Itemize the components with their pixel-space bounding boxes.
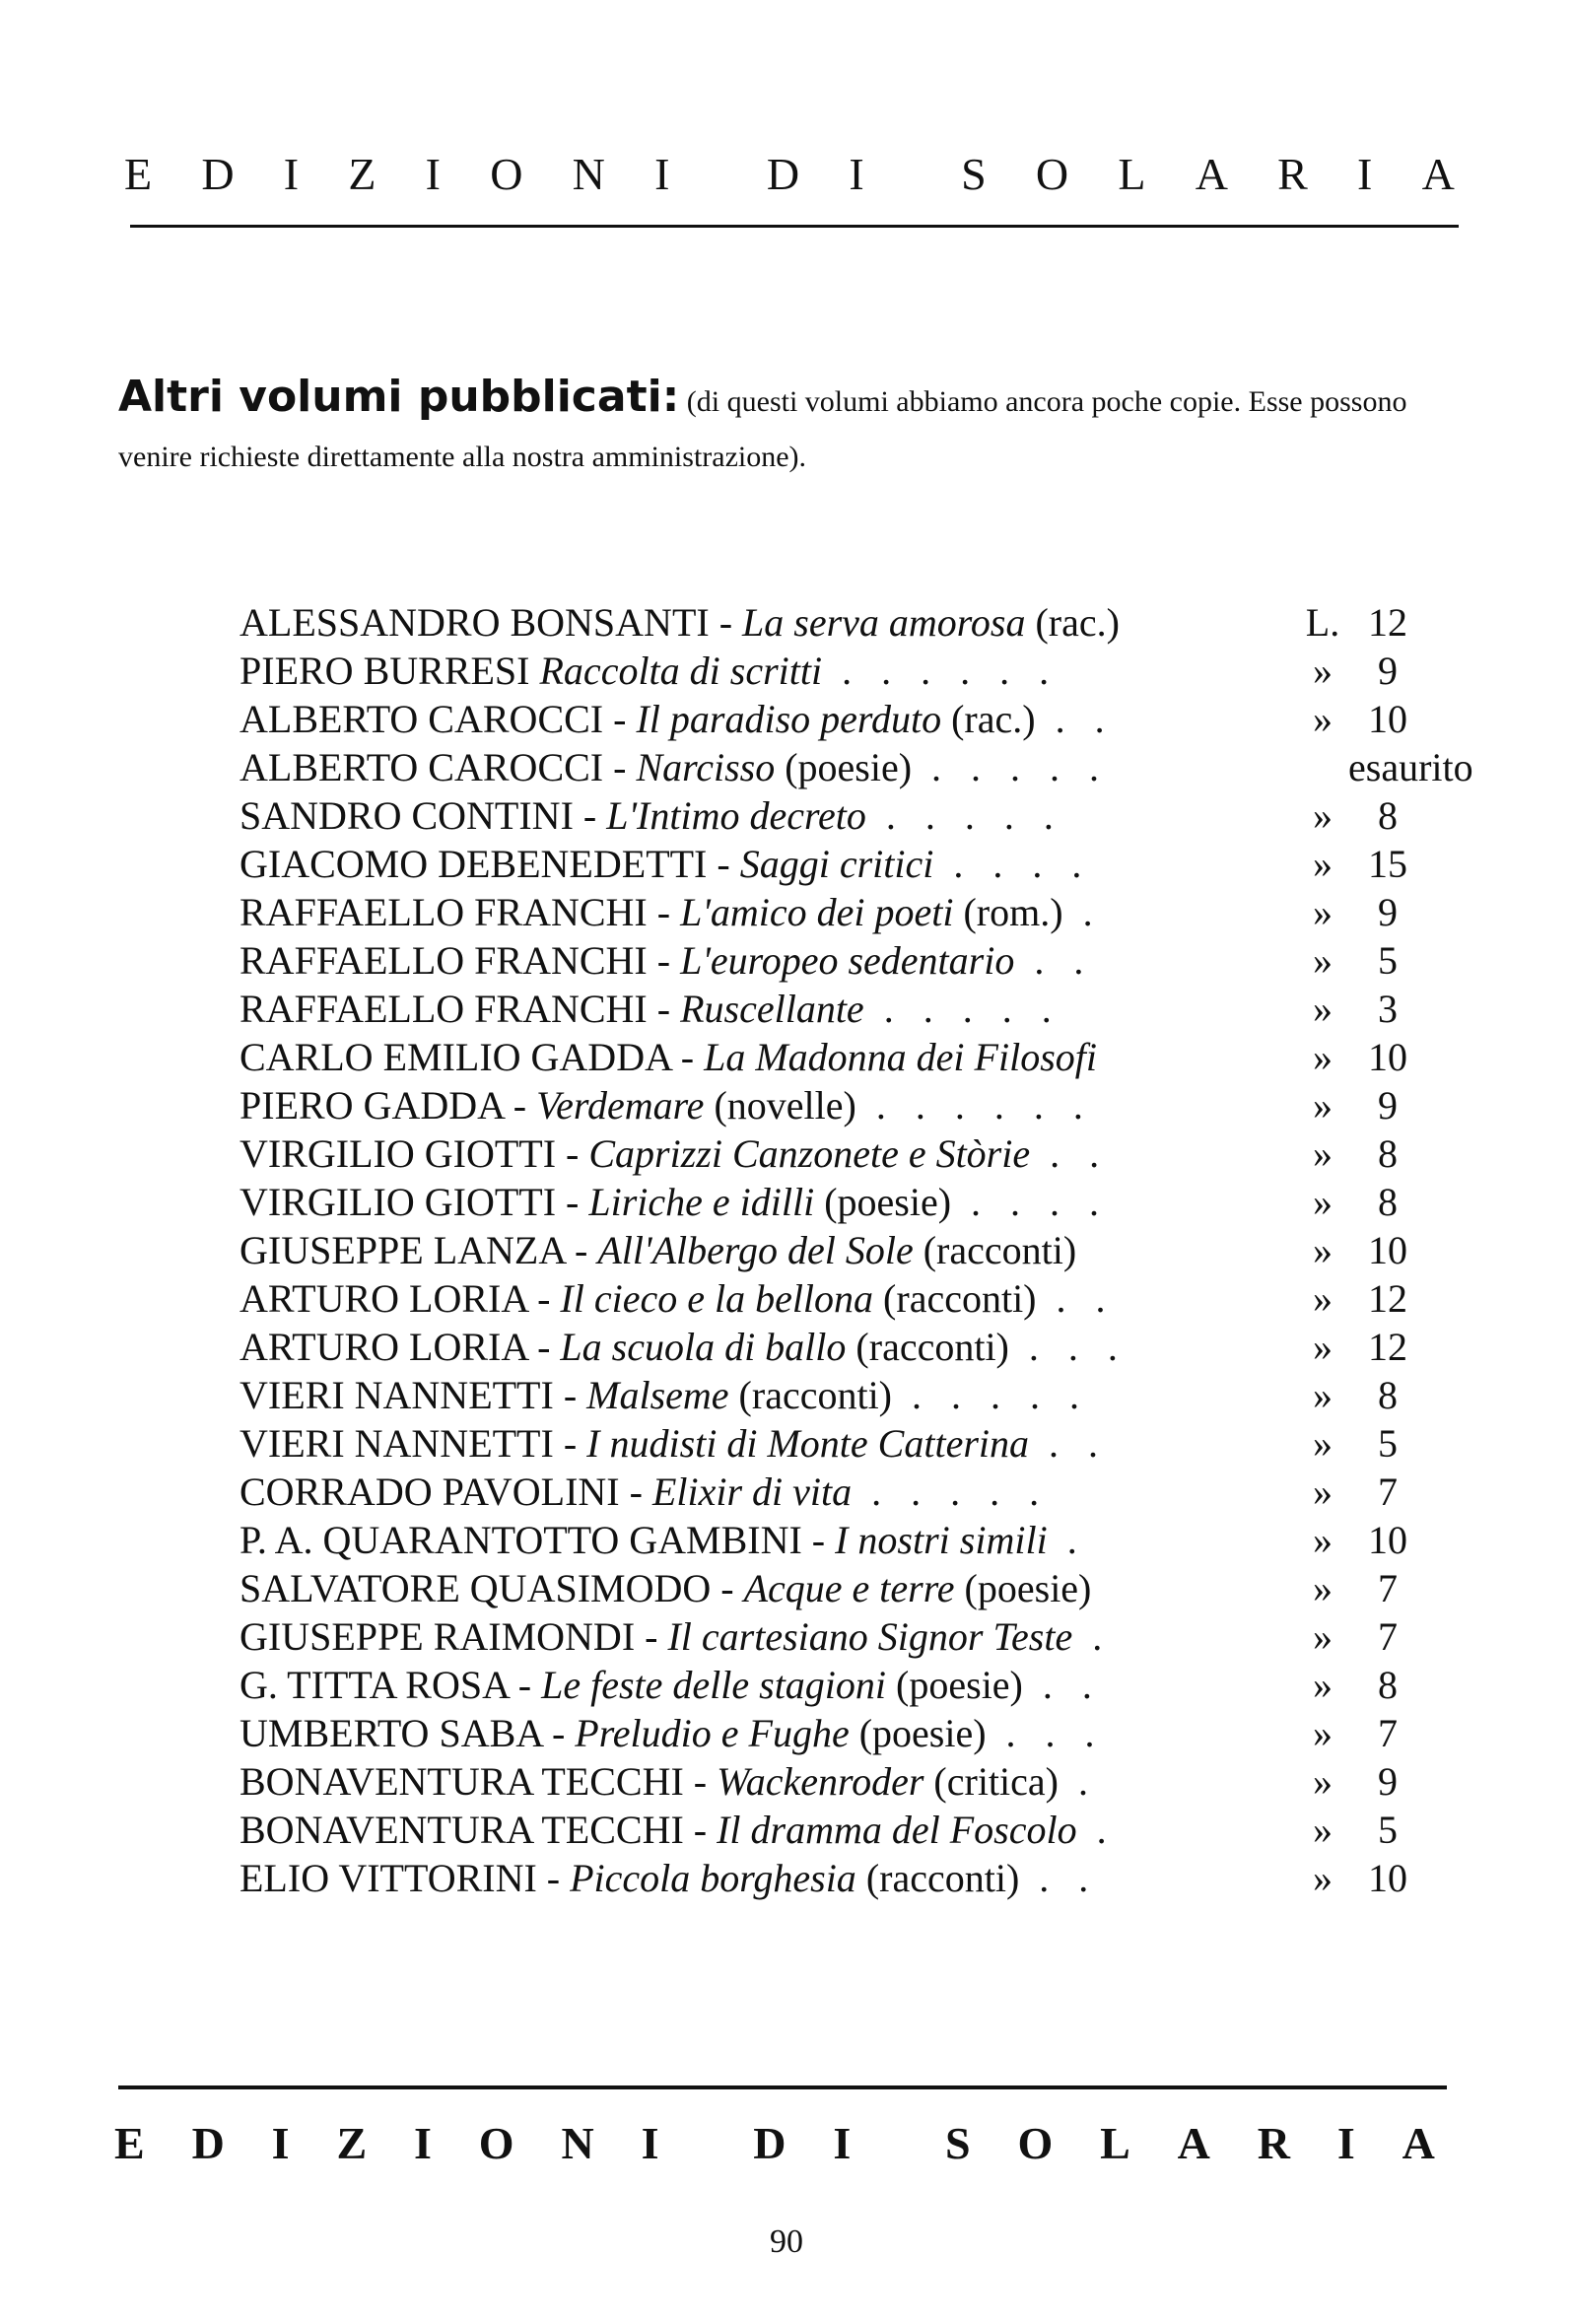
book-title: I nudisti di Monte Catterina — [586, 1421, 1030, 1466]
footer-letter: I — [641, 2118, 659, 2168]
entry-description — [239, 1420, 1297, 1467]
book-title: La scuola di ballo — [560, 1325, 847, 1369]
header-letter: D — [201, 149, 237, 199]
leader-dots: . — [1062, 890, 1103, 934]
author-name: SALVATORE QUASIMODO — [239, 1566, 712, 1610]
entry-description — [239, 648, 1297, 694]
catalog-entry — [239, 1130, 1427, 1179]
catalog-entry — [239, 1324, 1427, 1372]
catalog-entry — [239, 792, 1427, 841]
author-name: RAFFAELLO FRANCHI — [239, 938, 648, 983]
ditto-mark: » — [1313, 1759, 1333, 1804]
footer-letter: I — [1336, 2118, 1355, 2168]
book-title: Le feste delle stagioni — [541, 1663, 887, 1707]
ditto-mark: » — [1313, 1276, 1333, 1321]
price: 8 — [1378, 1131, 1398, 1176]
ditto-mark: » — [1313, 1614, 1333, 1659]
catalog-entry — [239, 1275, 1427, 1324]
footer-letter: N — [561, 2118, 594, 2168]
ditto-mark: » — [1313, 1228, 1333, 1272]
footer-letter: I — [833, 2118, 852, 2168]
book-note: (poesie) — [954, 1566, 1092, 1610]
entry-description — [239, 792, 1297, 839]
footer-letter: L — [1100, 2118, 1130, 2168]
catalog-entry — [239, 889, 1427, 937]
book-note: (racconti) — [855, 1856, 1020, 1900]
separator: - — [683, 1759, 718, 1804]
catalog-entry — [239, 1565, 1427, 1613]
intro-text: (di questi volumi abbiamo ancora poche copie. Esse possono venire richieste direttamente alla nostra amministrazione). — [118, 385, 1407, 473]
separator: - — [503, 1083, 537, 1128]
catalog-entry — [239, 841, 1427, 889]
header-letter: N — [572, 149, 607, 199]
header-letter: O — [1035, 149, 1071, 199]
author-name: GIUSEPPE LANZA — [239, 1228, 566, 1272]
book-title: L'europeo sedentario — [680, 938, 1015, 983]
leader-dots: . . — [1036, 1276, 1116, 1321]
book-title: Acque e terre — [743, 1566, 955, 1610]
price: 8 — [1378, 793, 1398, 838]
price: 3 — [1378, 987, 1398, 1031]
book-title: L'amico dei poeti — [680, 890, 954, 934]
footer-letter: A — [1177, 2118, 1210, 2168]
entry-description — [239, 1082, 1297, 1128]
book-title: Saggi critici — [739, 842, 934, 886]
author-name: VIERI NANNETTI — [239, 1373, 554, 1417]
leader-dots: . . . . . . — [822, 649, 1060, 693]
book-title: L'Intimo decreto — [606, 793, 866, 838]
separator: - — [683, 1808, 718, 1852]
ditto-mark: » — [1313, 1083, 1333, 1128]
catalog-entry — [239, 1082, 1427, 1130]
book-title: La Madonna dei Filosofi — [704, 1035, 1097, 1079]
book-title: I nostri simili — [835, 1518, 1048, 1562]
leader-dots: . . . . . . — [855, 1083, 1093, 1128]
separator: - — [541, 1711, 576, 1755]
ditto-mark: » — [1313, 1663, 1333, 1707]
intro-paragraph — [118, 370, 1469, 485]
header-letter: A — [1421, 149, 1457, 199]
price: 10 — [1368, 1035, 1407, 1079]
header-letter: R — [1277, 149, 1310, 199]
ditto-mark: » — [1313, 1808, 1333, 1852]
footer-letter: O — [1017, 2118, 1054, 2168]
price: 8 — [1378, 1180, 1398, 1224]
catalog-entry — [239, 1662, 1427, 1710]
price: 8 — [1378, 1373, 1398, 1417]
catalog-entry — [239, 1372, 1427, 1420]
book-title: Malseme — [586, 1373, 729, 1417]
book-title: Liriche e idilli — [588, 1180, 815, 1224]
page-number: 90 — [770, 2223, 803, 2260]
catalog-entry — [239, 1710, 1427, 1758]
book-title: Ruscellante — [680, 987, 864, 1031]
price: 12 — [1368, 1325, 1407, 1369]
price: 10 — [1368, 1228, 1407, 1272]
ditto-mark: » — [1313, 1131, 1333, 1176]
catalog-entry — [239, 1227, 1427, 1275]
header-letter: O — [490, 149, 525, 199]
author-name: RAFFAELLO FRANCHI — [239, 890, 648, 934]
separator: - — [553, 1421, 587, 1466]
catalog-entry — [239, 1855, 1427, 1903]
price: 5 — [1378, 938, 1398, 983]
author-name: G. TITTA ROSA — [239, 1663, 509, 1707]
author-name: BONAVENTURA TECCHI — [239, 1759, 684, 1804]
book-note: (critica) — [923, 1759, 1059, 1804]
book-title: Elixir di vita — [651, 1470, 853, 1514]
ditto-mark: » — [1313, 1325, 1333, 1369]
price: 9 — [1378, 1759, 1398, 1804]
header-letter: Z — [348, 149, 378, 199]
book-note: (rac.) — [941, 697, 1036, 741]
book-note: (poesie) — [886, 1663, 1023, 1707]
book-note: (racconti) — [913, 1228, 1077, 1272]
leader-dots: . — [1058, 1759, 1098, 1804]
ditto-mark: » — [1313, 1373, 1333, 1417]
leader-dots: . — [1047, 1518, 1087, 1562]
entry-description — [239, 1662, 1297, 1708]
book-note: (racconti) — [873, 1276, 1037, 1321]
entry-description — [239, 696, 1297, 742]
author-name: VIERI NANNETTI — [239, 1421, 554, 1466]
separator: - — [635, 1614, 668, 1659]
leader-dots: . . . . — [951, 1180, 1110, 1224]
footer-letter: A — [1402, 2118, 1435, 2168]
separator: - — [647, 987, 681, 1031]
leader-dots: . . . . . — [892, 1373, 1089, 1417]
ditto-mark: » — [1313, 987, 1333, 1031]
ditto-mark: » — [1313, 1035, 1333, 1079]
entry-description — [239, 1855, 1297, 1901]
ditto-mark: » — [1313, 1856, 1333, 1900]
book-title: Raccolta di scritti — [539, 649, 823, 693]
book-title: All'Albergo del Sole — [597, 1228, 914, 1272]
footer-letter: Z — [336, 2118, 368, 2168]
separator: - — [707, 842, 740, 886]
catalog-entry — [239, 1807, 1427, 1855]
entry-description — [239, 1758, 1297, 1805]
header-letter: I — [849, 149, 866, 199]
header-letter: I — [654, 149, 672, 199]
book-note: (rom.) — [953, 890, 1063, 934]
separator: - — [647, 890, 681, 934]
author-name: P. A. QUARANTOTTO GAMBINI — [239, 1518, 802, 1562]
book-title: Narcisso — [636, 745, 776, 789]
entry-description — [239, 841, 1297, 887]
leader-dots: . . — [1019, 1856, 1099, 1900]
separator: - — [801, 1518, 836, 1562]
price: esaurito — [1348, 745, 1473, 789]
price: 7 — [1378, 1470, 1398, 1514]
header-letter: I — [425, 149, 443, 199]
entry-description — [239, 1227, 1297, 1273]
footer-letter: D — [191, 2118, 225, 2168]
separator: - — [553, 1373, 587, 1417]
separator: - — [573, 793, 607, 838]
footer-letter: O — [478, 2118, 514, 2168]
book-title: Preludio e Fughe — [575, 1711, 850, 1755]
header-letter: I — [283, 149, 302, 199]
header-letter: A — [1195, 149, 1230, 199]
price: 15 — [1368, 842, 1407, 886]
book-note: (racconti) — [846, 1325, 1009, 1369]
author-name: BONAVENTURA TECCHI — [239, 1808, 684, 1852]
author-name: UMBERTO SABA — [239, 1711, 542, 1755]
separator: - — [647, 938, 681, 983]
price: 8 — [1378, 1663, 1398, 1707]
separator: - — [670, 1035, 705, 1079]
separator: - — [527, 1325, 561, 1369]
entry-description — [239, 889, 1297, 935]
ditto-mark: » — [1313, 1470, 1333, 1514]
ditto-mark: » — [1313, 842, 1333, 886]
footer-title — [114, 2117, 1435, 2169]
entry-description — [239, 986, 1297, 1032]
catalog-entry — [239, 696, 1427, 744]
price: 12 — [1368, 1276, 1407, 1321]
ditto-mark: » — [1313, 649, 1333, 693]
ditto-mark: » — [1313, 890, 1333, 934]
header-letter: D — [766, 149, 802, 199]
separator: - — [603, 697, 637, 741]
leader-dots: . . — [1029, 1421, 1109, 1466]
leader-dots: . . . . . — [865, 793, 1063, 838]
catalog-entry — [239, 599, 1427, 648]
author-name: RAFFAELLO FRANCHI — [239, 987, 648, 1031]
footer-letter: R — [1257, 2118, 1291, 2168]
book-title: Piccola borghesia — [570, 1856, 856, 1900]
entry-description — [239, 1517, 1297, 1563]
author-name: ARTURO LORIA — [239, 1325, 528, 1369]
separator — [530, 649, 540, 693]
intro-lead: Altri volumi pubblicati: — [118, 372, 680, 422]
price: 12 — [1368, 600, 1407, 645]
price: 9 — [1378, 1083, 1398, 1128]
book-title: Il cieco e la bellona — [560, 1276, 874, 1321]
catalog-entry — [239, 744, 1473, 792]
leader-dots: . . — [1022, 1663, 1102, 1707]
catalog-entry — [239, 1034, 1427, 1082]
separator: - — [619, 1470, 652, 1514]
book-note: (novelle) — [704, 1083, 856, 1128]
header-letter: E — [124, 149, 155, 199]
footer-letter: I — [271, 2118, 290, 2168]
entry-description — [239, 1565, 1297, 1611]
leader-dots: . . — [1014, 938, 1094, 983]
ditto-mark: » — [1313, 1711, 1333, 1755]
entry-description — [239, 1613, 1297, 1660]
leader-dots: . . . . . — [912, 745, 1110, 789]
author-name: ARTURO LORIA — [239, 1276, 528, 1321]
catalog-list — [239, 599, 1473, 1903]
separator: - — [565, 1228, 598, 1272]
price: 10 — [1368, 1856, 1407, 1900]
entry-description — [239, 1130, 1297, 1177]
entry-description — [239, 1324, 1297, 1370]
header-letter: L — [1118, 149, 1148, 199]
price: 10 — [1368, 697, 1407, 741]
author-name: VIRGILIO GIOTTI — [239, 1131, 557, 1176]
header-title — [124, 148, 1457, 200]
separator: - — [711, 1566, 744, 1610]
author-name: PIERO GADDA — [239, 1083, 504, 1128]
entry-description — [239, 1710, 1297, 1756]
entry-description — [239, 1807, 1297, 1853]
catalog-entry — [239, 1179, 1427, 1227]
price: 5 — [1378, 1421, 1398, 1466]
footer-letter: D — [753, 2118, 786, 2168]
ditto-mark: L. — [1305, 600, 1340, 645]
catalog-entry — [239, 986, 1427, 1034]
price: 9 — [1378, 649, 1398, 693]
header-letter: I — [1357, 149, 1375, 199]
book-title: La serva amorosa — [742, 600, 1026, 645]
ditto-mark: » — [1313, 1518, 1333, 1562]
catalog-entry — [239, 1469, 1427, 1517]
leader-dots: . . . . . — [852, 1470, 1050, 1514]
catalog-entry — [239, 1758, 1427, 1807]
book-title: Verdemare — [536, 1083, 705, 1128]
header-rule — [130, 225, 1459, 228]
author-name: CARLO EMILIO GADDA — [239, 1035, 671, 1079]
separator: - — [527, 1276, 561, 1321]
book-note: (poesie) — [775, 745, 913, 789]
separator: - — [556, 1180, 589, 1224]
entry-description — [239, 1469, 1297, 1515]
author-name: ALESSANDRO BONSANTI — [239, 600, 710, 645]
ditto-mark: » — [1313, 793, 1333, 838]
leader-dots: . . . — [986, 1711, 1105, 1755]
leader-dots: . . . — [1008, 1325, 1128, 1369]
separator: - — [536, 1856, 571, 1900]
separator: - — [603, 745, 637, 789]
catalog-entry — [239, 937, 1427, 986]
author-name: SANDRO CONTINI — [239, 793, 574, 838]
price: 7 — [1378, 1711, 1398, 1755]
author-name: ALBERTO CAROCCI — [239, 745, 604, 789]
ditto-mark: » — [1313, 1566, 1333, 1610]
footer-letter: I — [414, 2118, 432, 2168]
entry-description — [239, 1275, 1297, 1322]
price: 7 — [1378, 1566, 1398, 1610]
price: 7 — [1378, 1614, 1398, 1659]
book-title: Caprizzi Canzonete e Stòrie — [588, 1131, 1031, 1176]
author-name: PIERO BURRESI — [239, 649, 530, 693]
entry-description — [239, 1179, 1297, 1225]
catalog-entry — [239, 1517, 1427, 1565]
price: 5 — [1378, 1808, 1398, 1852]
ditto-mark: » — [1313, 1421, 1333, 1466]
entry-description — [239, 599, 1297, 646]
author-name: GIUSEPPE RAIMONDI — [239, 1614, 636, 1659]
footer-letter: S — [944, 2118, 971, 2168]
author-name: GIACOMO DEBENEDETTI — [239, 842, 708, 886]
leader-dots: . — [1072, 1614, 1113, 1659]
author-name: CORRADO PAVOLINI — [239, 1470, 620, 1514]
book-note: (poesie) — [849, 1711, 987, 1755]
separator: - — [556, 1131, 589, 1176]
book-title: Il cartesiano Signor Teste — [667, 1614, 1073, 1659]
separator: - — [709, 600, 743, 645]
header-letter: S — [961, 149, 989, 199]
entry-description — [239, 937, 1297, 984]
price: 10 — [1368, 1518, 1407, 1562]
leader-dots: . — [1076, 1808, 1117, 1852]
leader-dots: . . — [1035, 697, 1115, 741]
price: 9 — [1378, 890, 1398, 934]
book-title: Wackenroder — [717, 1759, 924, 1804]
footer-rule — [118, 2085, 1447, 2089]
book-note: (rac.) — [1025, 600, 1120, 645]
entry-description — [239, 1034, 1297, 1080]
leader-dots: . . — [1030, 1131, 1110, 1176]
ditto-mark: » — [1313, 697, 1333, 741]
ditto-mark: » — [1313, 1180, 1333, 1224]
ditto-mark: » — [1313, 938, 1333, 983]
book-note: (poesie) — [814, 1180, 952, 1224]
footer-letter: E — [114, 2118, 145, 2168]
separator: - — [508, 1663, 542, 1707]
book-title: Il dramma del Foscolo — [717, 1808, 1077, 1852]
book-note: (racconti) — [728, 1373, 892, 1417]
catalog-entry — [239, 1613, 1427, 1662]
author-name: ELIO VITTORINI — [239, 1856, 537, 1900]
author-name: ALBERTO CAROCCI — [239, 697, 604, 741]
book-title: Il paradiso perduto — [636, 697, 942, 741]
leader-dots: . . . . . — [863, 987, 1061, 1031]
catalog-entry — [239, 648, 1427, 696]
catalog-entry — [239, 1420, 1427, 1469]
entry-description — [239, 744, 1297, 790]
leader-dots: . . . . — [933, 842, 1092, 886]
author-name: VIRGILIO GIOTTI — [239, 1180, 557, 1224]
entry-description — [239, 1372, 1297, 1418]
